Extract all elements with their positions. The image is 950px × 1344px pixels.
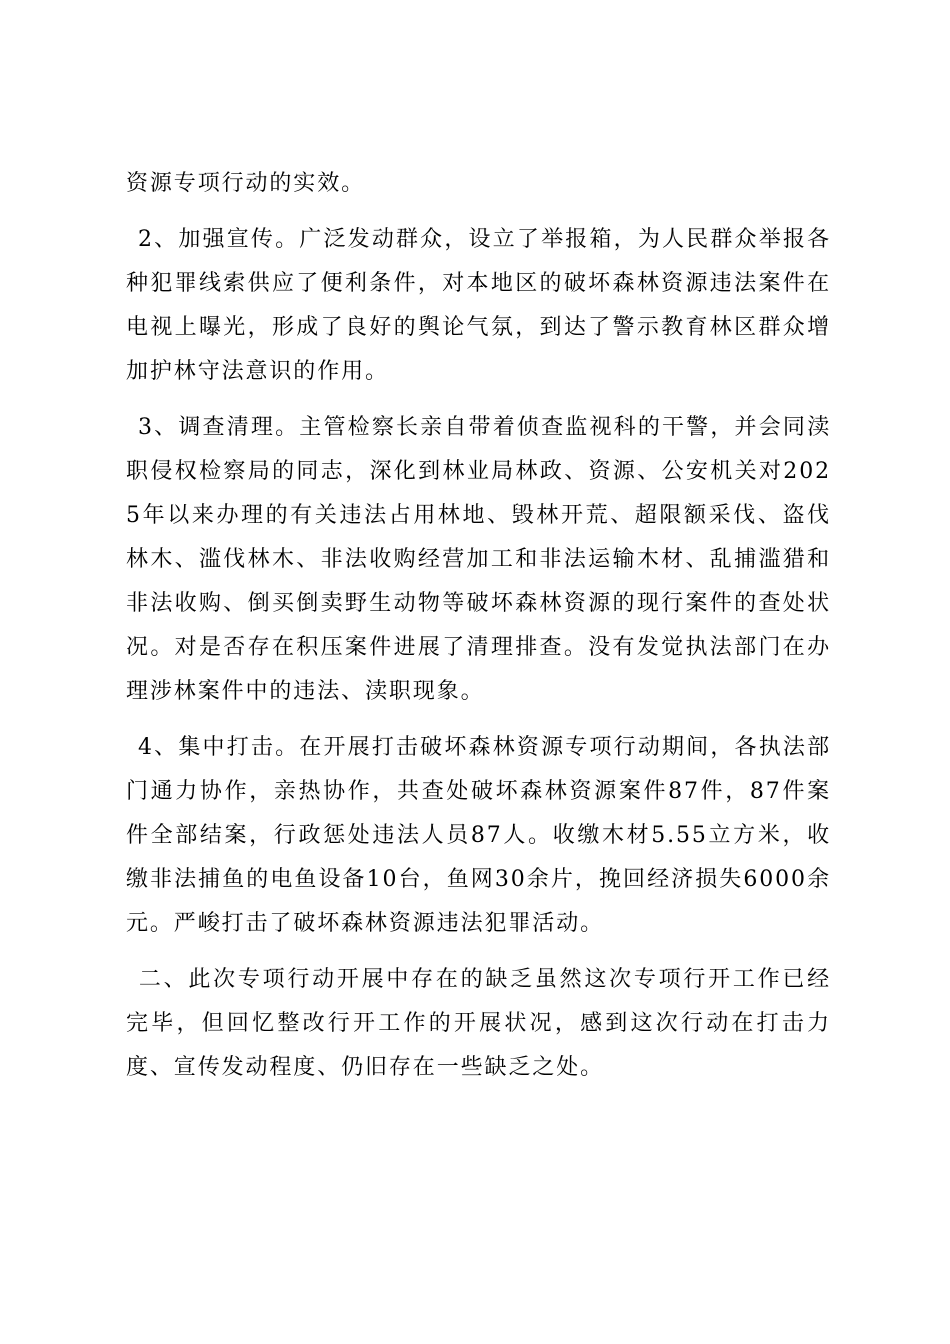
paragraph-crackdown xyxy=(126,726,831,946)
paragraph-crackdown-text: 4、集中打击。在开展打击破坏森林资源专项行动期间，各执法部门通力协作，亲热协作，共查处破坏森林资源案件87件，87件案件全部结案，行政惩处违法人员87人。收缴木材5.55立方米，收缴非法捕鱼的电鱼设备10台，鱼网30余片，挽回经济损失6000余元。严峻打击了破坏森林资源违法犯罪活动。 xyxy=(126,735,831,936)
paragraph-shortcomings-text: 二、此次专项行动开展中存在的缺乏虽然这次专项行开工作已经完毕，但回忆整改行开工作的开展状况，感到这次行动在打击力度、宣传发动程度、仍旧存在一些缺乏之处。 xyxy=(126,967,831,1080)
paragraph-publicity-text: 2、加强宣传。广泛发动群众，设立了举报箱，为人民群众举报各种犯罪线索供应了便利条件，对本地区的破坏森林资源违法案件在电视上曝光，形成了良好的舆论气氛，到达了警示教育林区群众增加护林守法意识的作用。 xyxy=(126,227,831,384)
paragraph-investigation-text: 3、调查清理。主管检察长亲自带着侦查监视科的干警，并会同渎职侵权检察局的同志，深化到林业局林政、资源、公安机关对2025年以来办理的有关违法占用林地、毁林开荒、超限额采伐、盗伐林木、滥伐林木、非法收购经营加工和非法运输木材、乱捕滥猎和非法收购、倒买倒卖野生动物等破坏森林资源的现行案件的查处状况。对是否存在积压案件进展了清理排查。没有发觉执法部门在办理涉林案件中的违法、渎职现象。 xyxy=(126,415,831,704)
paragraph-continuation: 资源专项行动的实效。 xyxy=(126,171,366,196)
document-body xyxy=(126,162,831,1102)
paragraph-shortcomings xyxy=(126,958,831,1090)
paragraph-investigation xyxy=(126,406,831,714)
paragraph-publicity xyxy=(126,218,831,394)
